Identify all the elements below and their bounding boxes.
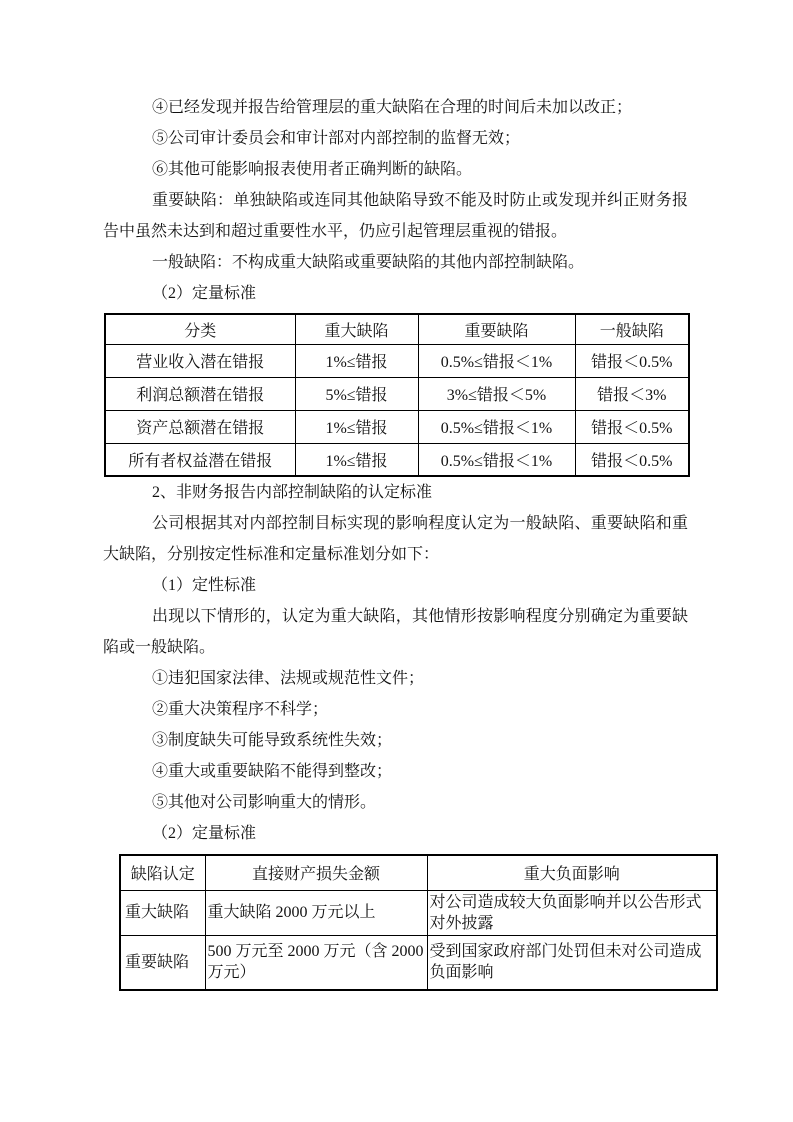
header-cell-defect-identification: 缺陷认定 bbox=[120, 855, 205, 890]
table-cell: 资产总额潜在错报 bbox=[105, 410, 295, 443]
header-cell-major-defect: 重大缺陷 bbox=[295, 314, 418, 344]
header-cell-important-defect: 重要缺陷 bbox=[418, 314, 575, 344]
heading-section-2: 2、非财务报告内部控制缺陷的认定标准 bbox=[152, 484, 433, 501]
paragraph-item-5: ⑤公司审计委员会和审计部对内部控制的监督无效； bbox=[152, 130, 521, 147]
table-cell: 受到国家政府部门处罚但未对公司造成负面影响 bbox=[427, 935, 717, 990]
table-cell: 1%≤错报 bbox=[295, 410, 418, 443]
paragraph-section-2-intro: 公司根据其对内部控制目标实现的影响程度认定为一般缺陷、重要缺陷和重大缺陷，分别按定性标准和定量标准划分如下： bbox=[103, 515, 688, 563]
table-row-equity bbox=[105, 443, 689, 476]
paragraph-item-1: ①违犯国家法律、法规或规范性文件； bbox=[152, 670, 425, 687]
heading-quantitative-standard-2: （2）定量标准 bbox=[152, 825, 257, 842]
table-cell: 0.5%≤错报＜1% bbox=[418, 344, 575, 377]
paragraph-qualitative-intro: 出现以下情形的，认定为重大缺陷，其他情形按影响程度分别确定为重要缺陷或一般缺陷。 bbox=[103, 608, 688, 656]
table-row-important-defect bbox=[120, 935, 717, 990]
table-cell: 重大缺陷 bbox=[120, 890, 205, 935]
heading-quantitative-standard-1: （2）定量标准 bbox=[152, 285, 257, 302]
header-cell-general-defect: 一般缺陷 bbox=[575, 314, 689, 344]
table-row-major-defect bbox=[120, 890, 717, 935]
table-cell: 0.5%≤错报＜1% bbox=[418, 443, 575, 476]
paragraph-general-defect: 一般缺陷：不构成重大缺陷或重要缺陷的其他内部控制缺陷。 bbox=[152, 254, 585, 271]
table-cell: 利润总额潜在错报 bbox=[105, 377, 295, 410]
table-row-assets bbox=[105, 410, 689, 443]
table-cell: 错报＜0.5% bbox=[575, 443, 689, 476]
table-cell: 重要缺陷 bbox=[120, 935, 205, 990]
paragraph-item-5b: ⑤其他对公司影响重大的情形。 bbox=[152, 794, 377, 811]
table-header-row bbox=[105, 314, 689, 344]
header-cell-category: 分类 bbox=[105, 314, 295, 344]
paragraph-important-defect: 重要缺陷：单独缺陷或连同其他缺陷导致不能及时防止或发现并纠正财务报告中虽然未达到和超过重要性水平，仍应引起管理层重视的错报。 bbox=[103, 192, 688, 240]
paragraph-item-4: ④已经发现并报告给管理层的重大缺陷在合理的时间后未加以改正； bbox=[152, 99, 633, 116]
table-row-profit bbox=[105, 377, 689, 410]
table-header-row bbox=[120, 855, 717, 890]
table-cell: 错报＜0.5% bbox=[575, 344, 689, 377]
table-cell: 重大缺陷 2000 万元以上 bbox=[205, 890, 427, 935]
paragraph-item-3: ③制度缺失可能导致系统性失效； bbox=[152, 732, 393, 749]
table-cell: 错报＜0.5% bbox=[575, 410, 689, 443]
table-cell: 所有者权益潜在错报 bbox=[105, 443, 295, 476]
heading-qualitative-standard: （1）定性标准 bbox=[152, 577, 257, 594]
financial-defect-criteria-table bbox=[104, 313, 690, 477]
paragraph-item-4b: ④重大或重要缺陷不能得到整改； bbox=[152, 763, 393, 780]
paragraph-item-2: ②重大决策程序不科学； bbox=[152, 701, 329, 718]
non-financial-defect-criteria-table bbox=[119, 854, 718, 991]
table-cell: 5%≤错报 bbox=[295, 377, 418, 410]
table-cell: 1%≤错报 bbox=[295, 443, 418, 476]
paragraph-item-6: ⑥其他可能影响报表使用者正确判断的缺陷。 bbox=[152, 161, 473, 178]
table-cell: 营业收入潜在错报 bbox=[105, 344, 295, 377]
table-cell: 错报＜3% bbox=[575, 377, 689, 410]
header-cell-major-negative-impact: 重大负面影响 bbox=[427, 855, 717, 890]
table-cell: 3%≤错报＜5% bbox=[418, 377, 575, 410]
header-cell-direct-property-loss: 直接财产损失金额 bbox=[205, 855, 427, 890]
table-cell: 0.5%≤错报＜1% bbox=[418, 410, 575, 443]
table-cell: 对公司造成较大负面影响并以公告形式对外披露 bbox=[427, 890, 717, 935]
table-cell: 1%≤错报 bbox=[295, 344, 418, 377]
table-row-revenue bbox=[105, 344, 689, 377]
table-cell: 500 万元至 2000 万元（含 2000 万元） bbox=[205, 935, 427, 990]
